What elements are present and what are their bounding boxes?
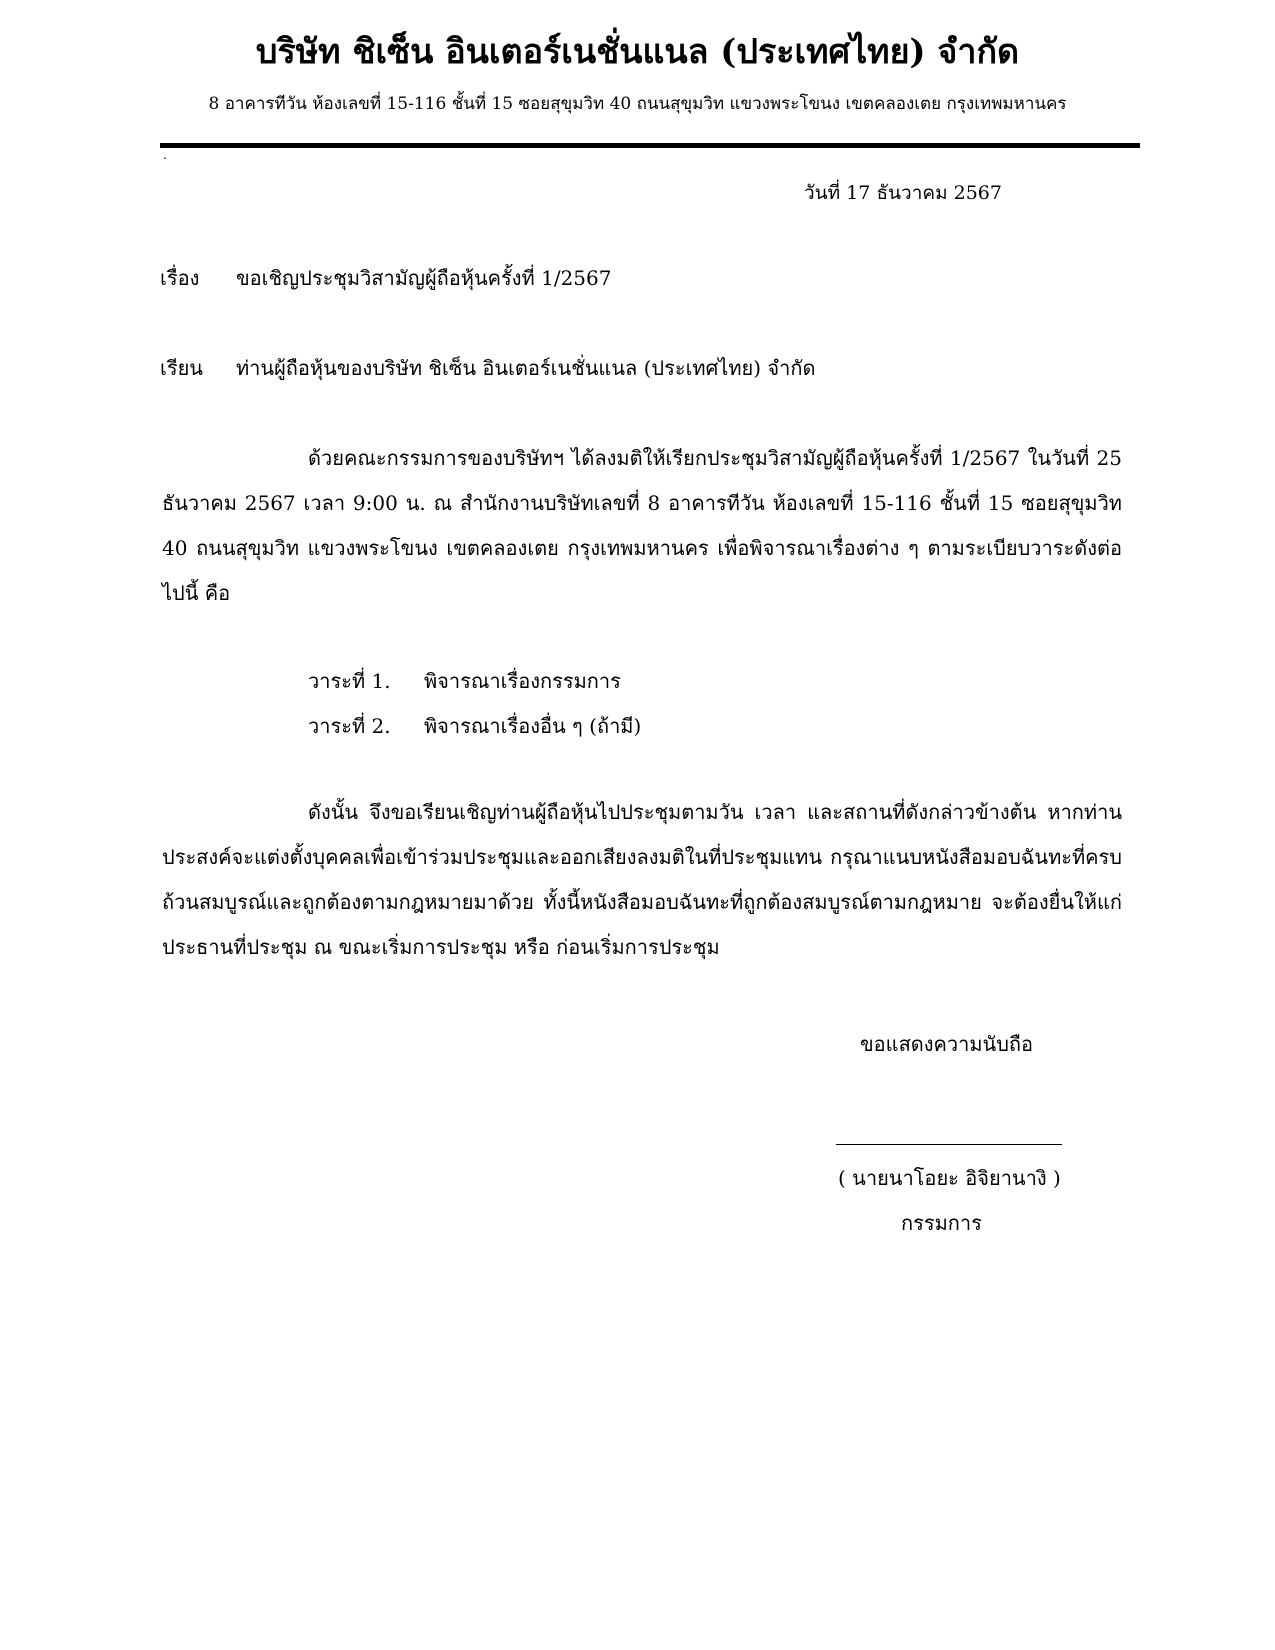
- signature-line: [836, 1144, 1062, 1145]
- letter-date: วันที่ 17 ธันวาคม 2567: [804, 182, 1002, 204]
- divider-mark: .: [163, 148, 167, 162]
- agenda-item-1-text: พิจารณาเรื่องกรรมการ: [424, 669, 621, 693]
- company-address: 8 อาคารทีวัน ห้องเลขที่ 15-116 ชั้นที่ 15 ซอยสุขุมวิท 40 ถนนสุขุมวิท แขวงพระโขนง เขตคลองเตย กรุงเทพมหานคร: [208, 94, 1067, 114]
- recipient-text: ท่านผู้ถือหุ้นของบริษัท ชิเซ็น อินเตอร์เนชั่นแนล (ประเทศไทย) จำกัด: [236, 356, 816, 380]
- agenda-item-2-label: วาระที่ 2.: [308, 714, 391, 738]
- subject-text: ขอเชิญประชุมวิสามัญผู้ถือหุ้นครั้งที่ 1/2567: [236, 266, 612, 290]
- recipient-label: เรียน: [160, 356, 203, 380]
- proxy-instructions-paragraph: ดังนั้น จึงขอเรียนเชิญท่านผู้ถือหุ้นไปประชุมตามวัน เวลา และสถานที่ดังกล่าวข้างต้น หากท่านประสงค์จะแต่งตั้งบุคคลเพื่อเข้าร่วมประชุมและออกเสียงลงมติในที่ประชุมแทน กรุณาแนบหนังสือมอบฉันทะที่ครบถ้วนสมบูรณ์และถูกต้องตามกฎหมายมาด้วย ทั้งนี้หนังสือมอบฉันทะที่ถูกต้องสมบูรณ์ตามกฎหมาย จะต้องยื่นให้แก่ประธานที่ประชุม ณ ขณะเริ่มการประชุม หรือ ก่อนเริ่มการประชุม: [162, 800, 1122, 959]
- header-divider: [160, 143, 1140, 148]
- company-name: บริษัท ชิเซ็น อินเตอร์เนชั่นแนล (ประเทศไทย) จำกัด: [255, 32, 1020, 72]
- closing-salutation: ขอแสดงความนับถือ: [860, 1032, 1034, 1056]
- agenda-item-1-label: วาระที่ 1.: [308, 669, 391, 693]
- subject-label: เรื่อง: [160, 266, 200, 290]
- signer-name: ( นายนาโอยะ อิจิยานางิ ): [838, 1166, 1061, 1190]
- meeting-invitation-paragraph: ด้วยคณะกรรมการของบริษัทฯ ได้ลงมติให้เรียกประชุมวิสามัญผู้ถือหุ้นครั้งที่ 1/2567 ในวันที่ 25 ธันวาคม 2567 เวลา 9:00 น. ณ สำนักงานบริษัทเลขที่ 8 อาคารทีวัน ห้องเลขที่ 15-116 ชั้นที่ 15 ซอยสุขุมวิท 40 ถนนสุขุมวิท แขวงพระโขนง เขตคลองเตย กรุงเทพมหานคร เพื่อพิจารณาเรื่องต่าง ๆ ตามระเบียบวาระดังต่อไปนี้ คือ: [162, 446, 1122, 605]
- signer-title: กรรมการ: [901, 1211, 982, 1235]
- agenda-item-2-text: พิจารณาเรื่องอื่น ๆ (ถ้ามี): [424, 714, 642, 738]
